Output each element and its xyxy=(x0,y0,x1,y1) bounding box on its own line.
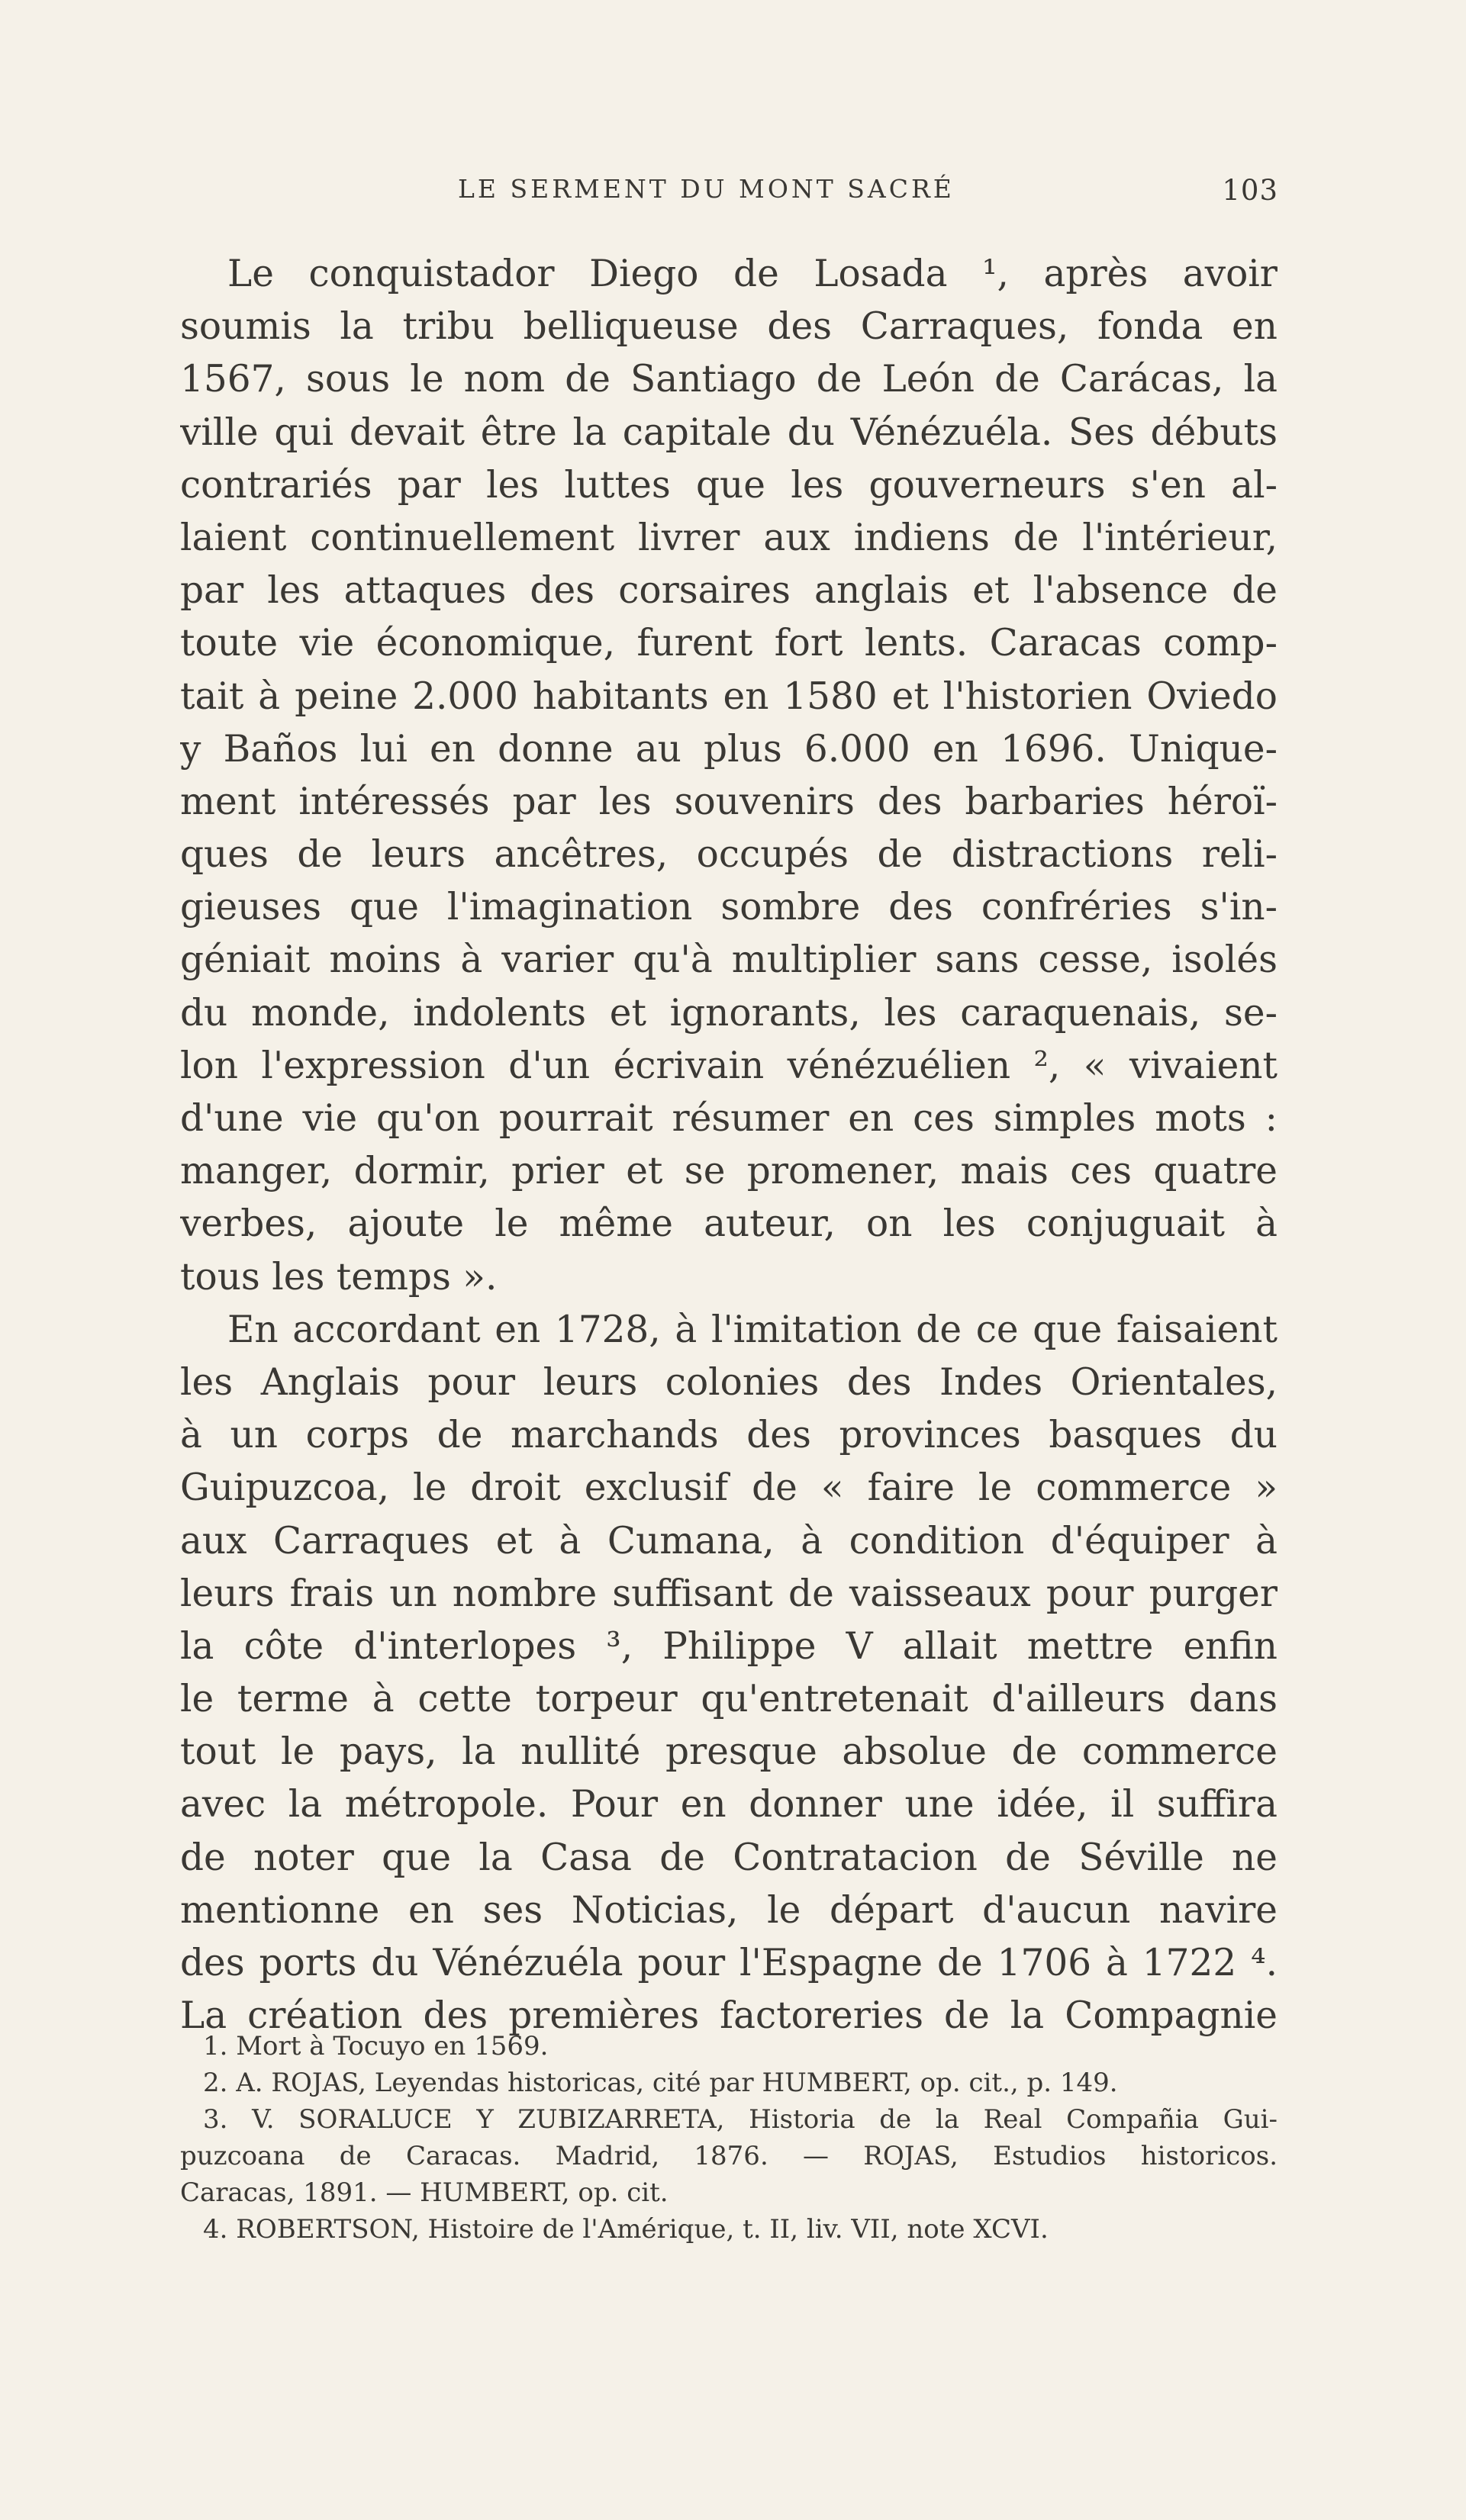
text-line: mentionne en ses Noticias, le départ d'aucun navire xyxy=(180,1888,1278,1932)
text-line: ques de leurs ancêtres, occupés de distractions reli- xyxy=(180,833,1278,877)
text-line: avec la métropole. Pour en donner une idée, il suffira xyxy=(180,1783,1278,1826)
running-title: LE SERMENT DU MONT SACRÉ xyxy=(458,174,955,204)
footnote: 4. ROBERTSON, Histoire de l'Amérique, t. II, liv. VII, note XCVI. xyxy=(203,2214,1049,2245)
footnote: Caracas, 1891. — HUMBERT, op. cit. xyxy=(180,2177,669,2208)
footnote: puzcoana de Caracas. Madrid, 1876. — ROJAS, Estudios historicos. xyxy=(180,2141,1278,2171)
text-line: du monde, indolents et ignorants, les caraquenais, se- xyxy=(180,991,1278,1035)
text-line: par les attaques des corsaires anglais et l'absence de xyxy=(180,569,1278,613)
text-line: laient continuellement livrer aux indiens de l'intérieur, xyxy=(180,516,1278,559)
text-line: gieuses que l'imagination sombre des confréries s'in- xyxy=(180,886,1278,929)
text-line: d'une vie qu'on pourrait résumer en ces simples mots : xyxy=(180,1097,1278,1140)
text-line: Le conquistador Diego de Losada ¹, après avoir xyxy=(227,253,1278,295)
text-line: tout le pays, la nullité presque absolue de commerce xyxy=(180,1730,1278,1774)
text-line: manger, dormir, prier et se promener, mais ces quatre xyxy=(180,1150,1278,1193)
text-line: 1567, sous le nom de Santiago de León de Carácas, la xyxy=(180,358,1278,401)
page-number: 103 xyxy=(1222,174,1278,207)
footnote: 3. V. SORALUCE Y ZUBIZARRETA, Historia de la Real Compañia Gui- xyxy=(203,2104,1278,2135)
text-line: des ports du Vénézuéla pour l'Espagne de 1706 à 1722 ⁴. xyxy=(180,1942,1278,1984)
text-line: les Anglais pour leurs colonies des Indes Orientales, xyxy=(180,1360,1278,1404)
text-line: de noter que la Casa de Contratacion de Séville ne xyxy=(180,1836,1278,1879)
text-line: lon l'expression d'un écrivain vénézuélien ², « vivaient xyxy=(180,1044,1278,1087)
text-line: En accordant en 1728, à l'imitation de ce que faisaient xyxy=(227,1308,1278,1351)
text-line: la côte d'interlopes ³, Philippe V allait mettre enfin xyxy=(180,1624,1278,1668)
text-line: géniait moins à varier qu'à multiplier sans cesse, isolés xyxy=(180,938,1278,982)
text-line: tous les temps ». xyxy=(180,1255,498,1299)
body-text xyxy=(180,248,1278,2042)
text-line: verbes, ajoute le même auteur, on les conjuguait à xyxy=(180,1202,1278,1246)
text-line: contrariés par les luttes que les gouverneurs s'en al- xyxy=(180,463,1278,507)
text-line: aux Carraques et à Cumana, à condition d'équiper à xyxy=(180,1519,1278,1563)
text-line: ment intéressés par les souvenirs des barbaries héroï- xyxy=(180,780,1278,823)
footnotes xyxy=(180,2028,1278,2248)
footnote: 2. A. ROJAS, Leyendas historicas, cité par HUMBERT, op. cit., p. 149. xyxy=(203,2068,1118,2098)
text-line: Guipuzcoa, le droit exclusif de « faire le commerce » xyxy=(180,1466,1278,1510)
text-line: leurs frais un nombre suffisant de vaisseaux pour purger xyxy=(180,1572,1278,1615)
text-line: La création des premières factoreries de la Compagnie xyxy=(180,1994,1278,2038)
text-line: soumis la tribu belliqueuse des Carraques, fonda en xyxy=(180,305,1278,349)
footnote: 1. Mort à Tocuyo en 1569. xyxy=(203,2031,549,2061)
text-line: à un corps de marchands des provinces basques du xyxy=(180,1414,1278,1457)
text-line: y Baños lui en donne au plus 6.000 en 1696. Unique- xyxy=(180,727,1278,771)
text-line: le terme à cette torpeur qu'entretenait d'ailleurs dans xyxy=(180,1678,1278,1721)
text-line: tait à peine 2.000 habitants en 1580 et l'historien Oviedo xyxy=(180,674,1278,718)
text-line: toute vie économique, furent fort lents. Caracas comp- xyxy=(180,622,1278,665)
text-line: ville qui devait être la capitale du Vénézuéla. Ses débuts xyxy=(180,410,1278,454)
page-header xyxy=(206,174,1278,212)
